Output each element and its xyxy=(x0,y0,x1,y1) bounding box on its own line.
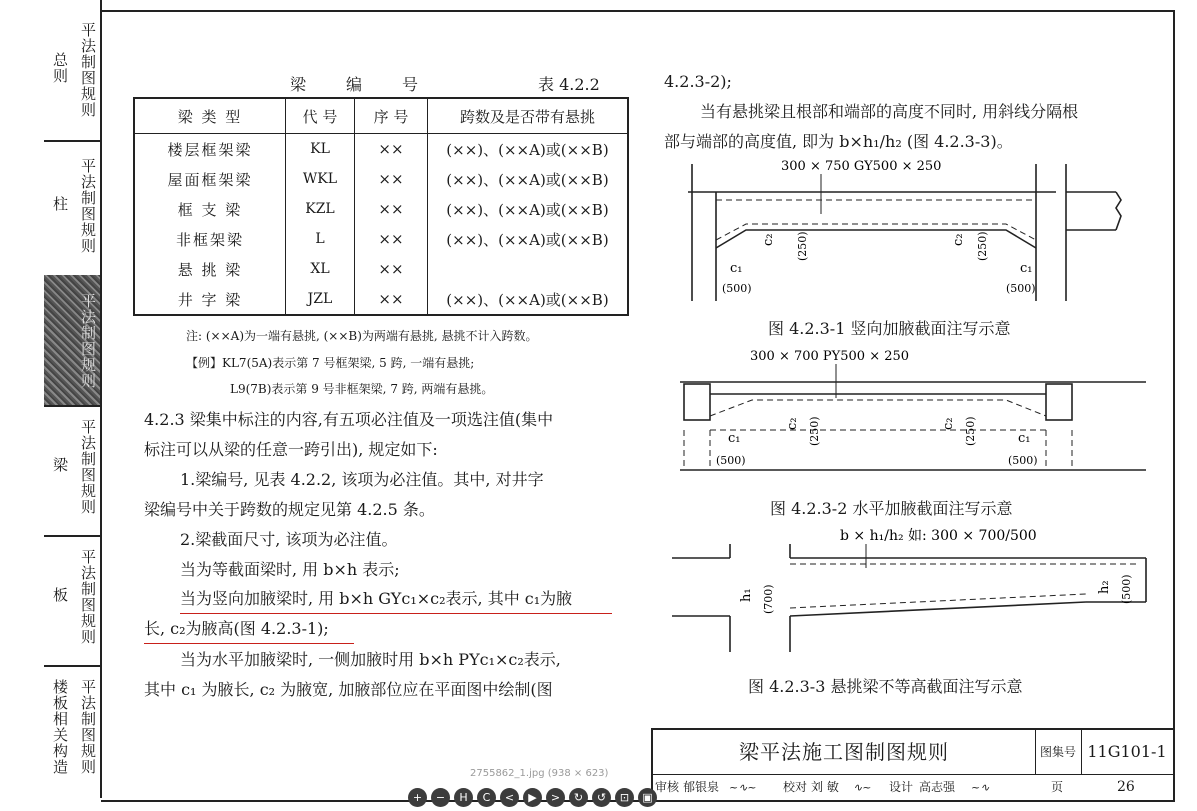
figure-vertical-haunch xyxy=(676,156,1166,304)
table-example-1: 【例】KL7(5A)表示第 7 号框架梁, 5 跨, 一端有悬挑; xyxy=(186,356,475,370)
checker-name: 刘 敏 xyxy=(811,780,839,794)
rotate-right-button[interactable]: ↻ xyxy=(569,788,588,807)
fig2-c2-right: c₂ xyxy=(941,417,956,430)
flip-horizontal-button[interactable]: H xyxy=(454,788,473,807)
table-cell: 框 支 梁 xyxy=(134,194,286,224)
fig2-d250-left: (250) xyxy=(808,416,821,446)
fig1-c2-right: c₂ xyxy=(951,233,966,246)
figure-horizontal-haunch xyxy=(676,346,1166,476)
table-cell: 悬 挑 梁 xyxy=(134,254,286,284)
fig1-d250-right: (250) xyxy=(976,231,989,261)
table-number: 表 4.2.2 xyxy=(538,75,600,94)
sidebar-section-slab xyxy=(44,535,100,667)
set-number-label: 图集号 xyxy=(1035,730,1082,775)
body-line: 部与端部的高度值, 即为 b×h₁/h₂ (图 4.2.3-3)。 xyxy=(664,132,1013,151)
next-button[interactable]: > xyxy=(546,788,565,807)
table-note: 注: (××A)为一端有悬挑, (××B)为两端有悬挑, 悬挑不计入跨数。 xyxy=(186,329,538,343)
fig1-caption: 图 4.2.3-1 竖向加腋截面注写示意 xyxy=(768,319,1011,338)
sidebar-rules-label: 平法制图规则 xyxy=(79,158,97,254)
fig3-h2: h₂ xyxy=(1097,580,1112,594)
fig2-beam xyxy=(680,382,1146,470)
fig1-d500-left: (500) xyxy=(722,282,752,295)
fig3-caption: 图 4.2.3-3 悬挑梁不等高截面注写示意 xyxy=(748,677,1023,696)
design-label: 设计 xyxy=(889,780,914,794)
table-cell xyxy=(428,254,629,284)
sidebar-category: 板 xyxy=(51,587,69,603)
table-cell: (××)、(××A)或(××B) xyxy=(428,134,629,165)
previous-button[interactable]: < xyxy=(500,788,519,807)
fit-button[interactable]: C xyxy=(477,788,496,807)
table-header: 跨数及是否带有悬挑 xyxy=(428,98,629,134)
page-number: 26 xyxy=(1117,779,1135,795)
approval-row xyxy=(653,775,1173,800)
table-cell: (××)、(××A)或(××B) xyxy=(428,164,629,194)
table-header-row xyxy=(134,98,628,134)
body-line: 4.2.3-2); xyxy=(664,72,732,91)
table-cell: XL xyxy=(286,254,355,284)
figure-cantilever-section xyxy=(666,524,1166,664)
sidebar-section-column xyxy=(44,140,100,277)
fig1-c2-left: c₂ xyxy=(761,233,776,246)
table-cell: 井 字 梁 xyxy=(134,284,286,315)
check-label: 校对 xyxy=(783,780,808,794)
table-header: 代 号 xyxy=(286,98,355,134)
sidebar-section-general xyxy=(44,0,100,142)
sidebar-category: 楼板相关构造 xyxy=(51,679,69,775)
body-line: 其中 c₁ 为腋长, c₂ 为腋宽, 加腋部位应在平面图中绘制(图 xyxy=(144,680,553,699)
set-number: 11G101-1 xyxy=(1081,730,1173,775)
rotate-left-button[interactable]: ↺ xyxy=(592,788,611,807)
title-block xyxy=(651,728,1175,800)
review-label: 审核 xyxy=(655,780,680,794)
image-info-label: 2755862_1.jpg (938 × 623) xyxy=(470,768,609,779)
table-cell: ×× xyxy=(355,194,428,224)
fig1-c1-right: c₁ xyxy=(1020,261,1033,276)
body-line-underlined: 当为竖向加腋梁时, 用 b×h GYc₁×c₂表示, 其中 c₁为腋 xyxy=(180,585,612,614)
table-cell: ×× xyxy=(355,164,428,194)
zoom-in-button[interactable]: + xyxy=(408,788,427,807)
table-cell: 楼层框架梁 xyxy=(134,134,286,165)
table-cell: WKL xyxy=(286,164,355,194)
body-line-underlined: 长, c₂为腋高(图 4.2.3-1); xyxy=(144,615,354,644)
fig2-c1-right: c₁ xyxy=(1018,431,1031,446)
drawing-title: 梁平法施工图制图规则 xyxy=(653,730,1036,775)
sidebar-section-beam xyxy=(44,405,100,537)
fig2-caption: 图 4.2.3-2 水平加腋截面注写示意 xyxy=(770,499,1013,518)
fig1-c1-left: c₁ xyxy=(730,261,743,276)
table-cell: KL xyxy=(286,134,355,165)
sidebar-rules-label: 平法制图规则 xyxy=(79,293,97,389)
body-line: 当为水平加腋梁时, 一侧加腋时用 b×h PYc₁×c₂表示, xyxy=(180,650,561,669)
body-line: 1.梁编号, 见表 4.2.2, 该项为必注值。其中, 对井字 xyxy=(180,470,544,489)
fig3-d700: (700) xyxy=(762,584,775,614)
table-cell: ×× xyxy=(355,284,428,315)
reviewer-name: 郁银泉 xyxy=(683,780,720,794)
table-header: 序 号 xyxy=(355,98,428,134)
table-example-2: L9(7B)表示第 9 号非框架梁, 7 跨, 两端有悬挑。 xyxy=(230,382,494,396)
body-line: 标注可以从梁的任意一跨引出), 规定如下: xyxy=(144,440,438,459)
fig3-d500: (500) xyxy=(1120,574,1133,604)
table-cell: ×× xyxy=(355,254,428,284)
play-button[interactable]: ▶ xyxy=(523,788,542,807)
fig2-c2-left: c₂ xyxy=(785,417,800,430)
sidebar-category: 梁 xyxy=(51,457,69,473)
table-row xyxy=(134,134,628,165)
table-row xyxy=(134,194,628,224)
table-row xyxy=(134,284,628,315)
reviewer-signature: ~∿~ xyxy=(729,781,757,794)
table-cell: ×× xyxy=(355,134,428,165)
fullscreen-button[interactable]: ▣ xyxy=(638,788,657,807)
zoom-out-button[interactable]: − xyxy=(431,788,450,807)
table-title: 梁编号 xyxy=(290,75,459,94)
fig2-c1-left: c₁ xyxy=(728,431,741,446)
beam-number-table xyxy=(133,97,629,316)
table-cell: 屋面框架梁 xyxy=(134,164,286,194)
fig2-d500-left: (500) xyxy=(716,454,746,467)
checker-signature: ∿~ xyxy=(853,781,872,794)
table-row xyxy=(134,254,628,284)
table-cell: (××)、(××A)或(××B) xyxy=(428,284,629,315)
fig1-d250-left: (250) xyxy=(796,231,809,261)
table-cell: JZL xyxy=(286,284,355,315)
sidebar-category: 柱 xyxy=(51,196,69,212)
sidebar-rules-label: 平法制图规则 xyxy=(79,22,97,118)
table-cell: KZL xyxy=(286,194,355,224)
fig3-label: b × h₁/h₂ 如: 300 × 700/500 xyxy=(840,528,1037,544)
table-row xyxy=(134,224,628,254)
sidebar-rules-label: 平法制图规则 xyxy=(79,679,97,775)
body-line: 4.2.3 梁集中标注的内容,有五项必注值及一项选注值(集中 xyxy=(144,410,554,429)
sidebar-rules-label: 平法制图规则 xyxy=(79,549,97,645)
fig1-beam xyxy=(688,164,1121,301)
table-header: 梁 类 型 xyxy=(134,98,286,134)
sidebar xyxy=(44,0,102,798)
body-line: 2.梁截面尺寸, 该项为必注值。 xyxy=(180,530,398,549)
fig2-d250-right: (250) xyxy=(964,416,977,446)
sidebar-section-slab-related xyxy=(44,665,100,798)
sidebar-category: 总则 xyxy=(51,52,69,84)
designer-signature: ~∿ xyxy=(971,781,990,794)
body-line: 当为等截面梁时, 用 b×h 表示; xyxy=(180,560,400,579)
table-cell: 非框架梁 xyxy=(134,224,286,254)
fig2-d500-right: (500) xyxy=(1008,454,1038,467)
table-row xyxy=(134,164,628,194)
sidebar-rules-label: 平法制图规则 xyxy=(79,419,97,515)
table-cell: (××)、(××A)或(××B) xyxy=(428,224,629,254)
page-label: 页 xyxy=(1051,780,1064,794)
fig1-d500-right: (500) xyxy=(1006,282,1036,295)
table-cell: L xyxy=(286,224,355,254)
fig3-h1: h₁ xyxy=(739,588,754,602)
actual-size-button[interactable]: ⊡ xyxy=(615,788,634,807)
fig2-label: 300 × 700 PY500 × 250 xyxy=(750,349,910,364)
body-line: 当有悬挑梁且根部和端部的高度不同时, 用斜线分隔根 xyxy=(700,102,1079,121)
sidebar-section-active xyxy=(44,275,100,407)
fig1-label: 300 × 750 GY500 × 250 xyxy=(781,159,942,174)
designer-name: 高志强 xyxy=(919,780,956,794)
table-cell: (××)、(××A)或(××B) xyxy=(428,194,629,224)
table-cell: ×× xyxy=(355,224,428,254)
body-line: 梁编号中关于跨数的规定见第 4.2.5 条。 xyxy=(144,500,435,519)
